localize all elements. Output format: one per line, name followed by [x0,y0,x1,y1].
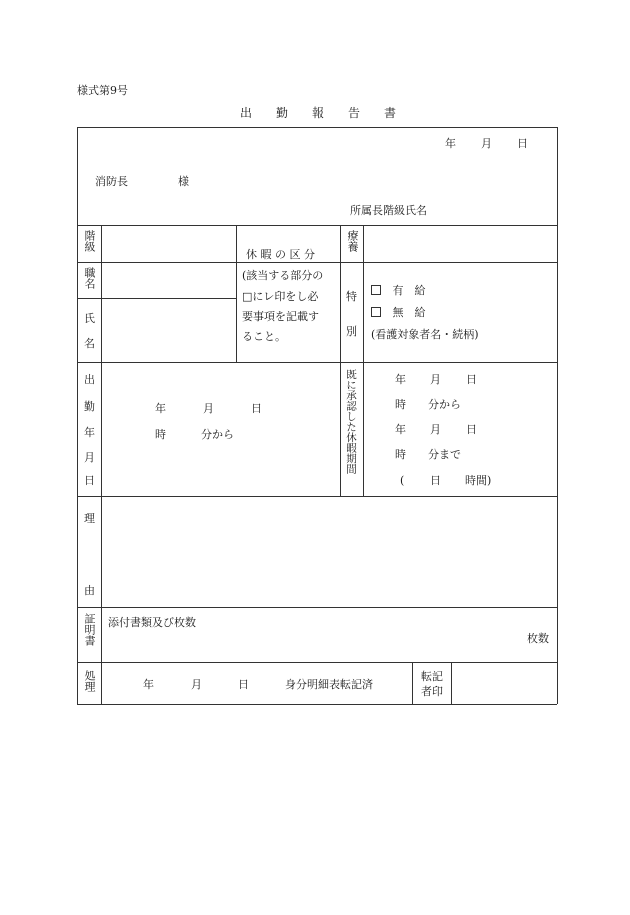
position-label: 職名 [83,267,96,289]
rule [77,127,557,128]
attendance-label-char: 勤 [84,400,95,413]
attendance-label-char: 年 [84,426,95,439]
attendance-month: 月 [203,402,214,415]
seal-label-line2: 者印 [421,685,443,698]
register-status: 身分明細表転記済 [285,678,373,691]
attendance-year: 年 [155,402,166,415]
name-label-1: 氏 [84,312,95,325]
rule [451,662,452,704]
attendance-day: 日 [251,402,262,415]
checkbox-icon[interactable] [371,285,381,295]
approved-start-hour: 時 [395,398,406,411]
rule [340,225,341,496]
leave-note-line: □にレ印をし必 [242,290,319,303]
certificate-label: 証明書 [83,613,96,646]
approved-period-label: 既に承認した休暇期間 [345,369,357,474]
checkbox-icon[interactable] [371,307,381,317]
rule [77,262,557,263]
addressee: 消防長 [95,175,128,188]
approved-hours: 時間) [465,474,492,487]
date-year: 年 [445,137,456,150]
processing-month: 月 [191,678,202,691]
rule [363,225,364,496]
name-label-2: 名 [84,337,95,350]
rule [77,496,557,497]
attendance-label-char: 日 [84,474,95,487]
special-label-2: 別 [346,325,357,338]
title-char: 書 [384,106,397,120]
caregiver-label: (看護対象者名・続柄) [371,328,479,341]
leave-type-heading: 休 暇 の 区 分 [246,248,315,261]
approved-start-day: 日 [466,373,477,386]
rule [236,225,237,362]
rank-label: 階級 [83,230,96,252]
date-month: 月 [481,137,492,150]
rule [77,704,557,705]
paid-label: 有 給 [392,284,426,297]
approved-end-hour: 時 [395,448,406,461]
sheet-count-label: 枚数 [527,632,549,645]
attendance-from: 分から [201,428,234,441]
title-char: 出 [240,106,253,120]
unpaid-label: 無 給 [392,306,426,319]
date-day: 日 [517,137,528,150]
rule [77,607,557,608]
approved-end-year: 年 [395,423,406,436]
reason-label-1: 理 [84,512,95,525]
title-char: 報 [312,106,325,120]
attached-documents-label: 添付書類及び枚数 [108,616,196,629]
honorific: 様 [178,175,189,188]
processing-day: 日 [238,678,249,691]
approved-start-month: 月 [430,373,441,386]
leave-note-line: 要事項を記載す [242,310,319,323]
seal-label-line1: 転記 [421,670,443,683]
paid-option[interactable] [371,284,426,297]
approved-days: 日 [430,474,441,487]
medical-label: 療養 [346,230,359,252]
rule [77,127,78,704]
approved-start-from: 分から [428,398,461,411]
attendance-label-char: 月 [84,451,95,464]
attendance-label-char: 出 [84,373,95,386]
signer-label: 所属長階級氏名 [350,204,427,217]
approved-end-day: 日 [466,423,477,436]
reason-label-2: 由 [84,584,95,597]
special-label-1: 特 [346,290,357,303]
processing-label: 処理 [83,670,96,692]
leave-note-line: (該当する部分の [242,269,324,282]
approved-end-month: 月 [430,423,441,436]
leave-note-line: ること。 [242,330,286,343]
title-char: 告 [348,106,361,120]
rule [412,662,413,704]
rule [77,662,557,663]
rule [77,225,557,226]
form-number: 様式第9号 [77,84,128,97]
approved-days-open: ( [400,474,405,487]
title-char: 勤 [276,106,289,120]
approved-end-until: 分まで [428,448,461,461]
rule [77,362,557,363]
approved-start-year: 年 [395,373,406,386]
processing-year: 年 [143,678,154,691]
rule [101,225,102,704]
attendance-hour: 時 [155,428,166,441]
rule [557,127,558,704]
unpaid-option[interactable] [371,306,426,319]
